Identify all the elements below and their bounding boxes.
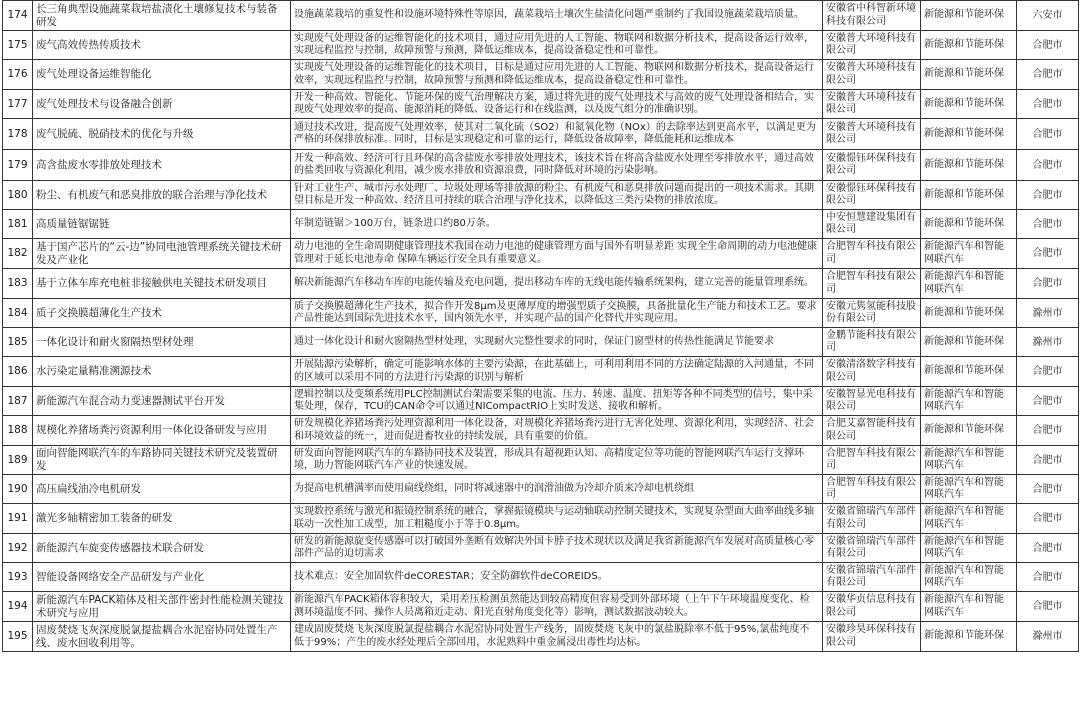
organization: 中安恒慧建设集团有限公司 bbox=[823, 210, 921, 239]
organization: 安徽省中科智新环境科技有限公司 bbox=[823, 1, 921, 31]
project-description: 实现数控系统与激光和振镜控制系统的融合，掌握振镜模块与运动轴联动控制关键技术，实现复杂型面大曲率曲线多轴联动一次性加工成型，加工粗糙度小于等于0.8μm。 bbox=[291, 504, 823, 534]
city: 合肥市 bbox=[1017, 60, 1079, 90]
table-body bbox=[3, 1, 1079, 652]
industry-field: 新能源汽车和智能网联汽车 bbox=[921, 592, 1017, 622]
table-row bbox=[3, 563, 1079, 592]
project-title: 高压扁线油冷电机研发 bbox=[33, 475, 291, 504]
project-title: 废气脱硫、脱硝技术的优化与升级 bbox=[33, 119, 291, 150]
city: 合肥市 bbox=[1017, 150, 1079, 181]
table-row bbox=[3, 239, 1079, 269]
project-title: 基于立体车库充电桩非接触供电关键技术研发项目 bbox=[33, 269, 291, 299]
row-number: 185 bbox=[3, 328, 33, 357]
project-description: 针对工业生产、城市污水处理厂、垃圾处理场等排放源的粉尘、有机废气和恶臭排放问题而提出的一项技术需求。其期望目标是开发一种高效、经济且可持续的联合治理与净化技术，以降低这三类污染物的排放浓度。 bbox=[291, 181, 823, 210]
industry-field: 新能源汽车和智能网联汽车 bbox=[921, 387, 1017, 416]
project-title: 质子交换膜超薄化生产技术 bbox=[33, 299, 291, 328]
industry-field: 新能源汽车和智能网联汽车 bbox=[921, 563, 1017, 592]
organization: 安徽清洛数字科技有限公司 bbox=[823, 357, 921, 387]
project-description: 动力电池的全生命周期健康管理技术我国在动力电池的健康管理方面与国外有明显差距 实现全生命周期的动力电池健康管理对于延长电池寿命 保障车辆运行安全具有重要意义。 bbox=[291, 239, 823, 269]
table-row bbox=[3, 210, 1079, 239]
row-number: 195 bbox=[3, 622, 33, 652]
table-row bbox=[3, 181, 1079, 210]
organization: 合肥智车科技有限公司 bbox=[823, 239, 921, 269]
organization: 安徽憬钰环保科技有限公司 bbox=[823, 150, 921, 181]
city: 合肥市 bbox=[1017, 119, 1079, 150]
project-title: 废气处理设备运维智能化 bbox=[33, 60, 291, 90]
project-title: 激光多轴精密加工装备的研发 bbox=[33, 504, 291, 534]
city: 合肥市 bbox=[1017, 387, 1079, 416]
project-title: 面向智能网联汽车的车路协同关键技术研究及装置研发 bbox=[33, 446, 291, 475]
project-title: 规模化养猪场粪污资源利用一体化设备研发与应用 bbox=[33, 416, 291, 446]
row-number: 180 bbox=[3, 181, 33, 210]
industry-field: 新能源汽车和智能网联汽车 bbox=[921, 239, 1017, 269]
organization: 合肥艾嘉智能科技有限公司 bbox=[823, 416, 921, 446]
project-description: 研发的新能源旋变传感器可以打破国外垄断有效解决外国卡脖子技术现状以及满足我省新能源汽车发展对高质量核心零部件产品的迫切需求 bbox=[291, 534, 823, 563]
project-title: 固废焚烧飞灰深度脱氯提盐耦合水泥窑协同处置生产线、废水回收利用等。 bbox=[33, 622, 291, 652]
project-title: 水污染定量精准溯源技术 bbox=[33, 357, 291, 387]
row-number: 182 bbox=[3, 239, 33, 269]
project-title: 一体化设计和耐火窗隔热型材处理 bbox=[33, 328, 291, 357]
organization: 安徽憬钰环保科技有限公司 bbox=[823, 181, 921, 210]
project-description: 通过技术改进，提高废气处理效率，使其对二氧化硫（SO2）和氮氧化物（NOx）的去除率达到更高水平，以满足更为严格的环保排放标准。同时，目标是实现稳定和可靠的运行，降低设备故障率，降低能耗和运维成本 bbox=[291, 119, 823, 150]
organization: 安徽元隽氢能科技股份有限公司 bbox=[823, 299, 921, 328]
city: 合肥市 bbox=[1017, 269, 1079, 299]
row-number: 191 bbox=[3, 504, 33, 534]
table-row bbox=[3, 60, 1079, 90]
row-number: 181 bbox=[3, 210, 33, 239]
row-number: 192 bbox=[3, 534, 33, 563]
row-number: 190 bbox=[3, 475, 33, 504]
organization: 合肥智车科技有限公司 bbox=[823, 446, 921, 475]
table-row bbox=[3, 592, 1079, 622]
city: 六安市 bbox=[1017, 1, 1079, 31]
project-title: 新能源汽车PACK箱体及相关部件密封性能检测关键技术研究与应用 bbox=[33, 592, 291, 622]
table-row bbox=[3, 504, 1079, 534]
row-number: 177 bbox=[3, 90, 33, 119]
project-title: 新能源汽车混合动力变速器测试平台开发 bbox=[33, 387, 291, 416]
industry-field: 新能源和节能环保 bbox=[921, 119, 1017, 150]
project-description: 设施蔬菜栽培的重复性和设施环境特殊性等原因，蔬菜栽培土壤次生盐渍化问题严重制约了我国设施蔬菜栽培质量。 bbox=[291, 1, 823, 31]
organization: 安徽普大环境科技有限公司 bbox=[823, 60, 921, 90]
row-number: 183 bbox=[3, 269, 33, 299]
table-row bbox=[3, 119, 1079, 150]
industry-field: 新能源汽车和智能网联汽车 bbox=[921, 504, 1017, 534]
project-title: 新能源汽车旋变传感器技术联合研发 bbox=[33, 534, 291, 563]
project-description: 开发一种高效、智能化、节能环保的废气治理解决方案，通过将先进的废气处理技术与高效的废气处理设备相结合，实现废气处理效率的提高、能源消耗的降低、设备运行和在线监测，以及废气组分的准确识别。 bbox=[291, 90, 823, 119]
organization: 合肥智车科技有限公司 bbox=[823, 269, 921, 299]
row-number: 176 bbox=[3, 60, 33, 90]
project-title: 高含盐废水零排放处理技术 bbox=[33, 150, 291, 181]
project-description: 研发面向智能网联汽车的车路协同技术及装置，形成具有超视距认知、高精度定位等功能的智能网联汽车运行支撑环境，助力智能网联汽车产业的快速发展。 bbox=[291, 446, 823, 475]
row-number: 175 bbox=[3, 31, 33, 60]
city: 合肥市 bbox=[1017, 563, 1079, 592]
city: 滁州市 bbox=[1017, 328, 1079, 357]
organization: 金鹏节能科技有限公司 bbox=[823, 328, 921, 357]
row-number: 188 bbox=[3, 416, 33, 446]
city: 合肥市 bbox=[1017, 534, 1079, 563]
project-description: 开发一种高效、经济可行且环保的高含盐废水零排放处理技术，该技术旨在将高含盐废水处理至零排放水平，通过高效的盐类回收与资源化利用，减少废水排放和资源浪费，同时降低对环境的污染影响。 bbox=[291, 150, 823, 181]
industry-field: 新能源和节能环保 bbox=[921, 357, 1017, 387]
industry-field: 新能源汽车和智能网联汽车 bbox=[921, 446, 1017, 475]
project-title: 粉尘、有机废气和恶臭排放的联合治理与净化技术 bbox=[33, 181, 291, 210]
industry-field: 新能源和节能环保 bbox=[921, 1, 1017, 31]
city: 合肥市 bbox=[1017, 504, 1079, 534]
project-title: 基于国产芯片的“云-边”协同电池管理系统关键技术研发及产业化 bbox=[33, 239, 291, 269]
project-description: 研发规模化养猪场粪污处理资源利用一体化设备，对规模化养猪场粪污进行无害化处理、资源化利用，实现经济、社会和环境效益的统一，进而促进畜牧业的持续发展，具有重要的价值。 bbox=[291, 416, 823, 446]
table-row bbox=[3, 31, 1079, 60]
table-row bbox=[3, 416, 1079, 446]
city: 合肥市 bbox=[1017, 475, 1079, 504]
row-number: 178 bbox=[3, 119, 33, 150]
organization: 安徽普大环境科技有限公司 bbox=[823, 119, 921, 150]
city: 合肥市 bbox=[1017, 31, 1079, 60]
project-description: 质子交换膜超薄化生产技术，拟合作开发8μm及更薄厚度的增强型质子交换膜，具备批量化生产能力和技术工艺。要求产品性能达到国际先进技术水平，国内领先水平，并实现产品的国产化替代并实现应用。 bbox=[291, 299, 823, 328]
row-number: 186 bbox=[3, 357, 33, 387]
row-number: 187 bbox=[3, 387, 33, 416]
project-title: 智能设备网络安全产品研发与产业化 bbox=[33, 563, 291, 592]
organization: 安徽省锦瑞汽车部件有限公司 bbox=[823, 563, 921, 592]
row-number: 174 bbox=[3, 1, 33, 31]
requirements-table bbox=[2, 0, 1079, 652]
table-row bbox=[3, 387, 1079, 416]
organization: 安徽省锦瑞汽车部件有限公司 bbox=[823, 504, 921, 534]
project-description: 建成固废焚烧飞灰深度脱氯提盐耦合水泥窑协同处置生产线务，固废焚烧飞灰中的氯盐脱除率不低于95%,氯盐纯度不低于99%；产生的废水经处理后全部回用，水泥熟料中重金属浸出毒性均达标。 bbox=[291, 622, 823, 652]
project-description: 新能源汽车PACK箱体容积较大，采用差压检测虽然能达到较高精度但容易受到外部环境（上午下午环境温度变化、检测环境温度不同、操作人员离箱近走动、阳光直射角度变化等）影响，测试数据波动较大。 bbox=[291, 592, 823, 622]
city: 合肥市 bbox=[1017, 181, 1079, 210]
table-row bbox=[3, 1, 1079, 31]
city: 合肥市 bbox=[1017, 239, 1079, 269]
table-row bbox=[3, 269, 1079, 299]
row-number: 194 bbox=[3, 592, 33, 622]
industry-field: 新能源和节能环保 bbox=[921, 150, 1017, 181]
city: 合肥市 bbox=[1017, 416, 1079, 446]
industry-field: 新能源和节能环保 bbox=[921, 210, 1017, 239]
industry-field: 新能源和节能环保 bbox=[921, 299, 1017, 328]
row-number: 193 bbox=[3, 563, 33, 592]
organization: 安徽省锦瑞汽车部件有限公司 bbox=[823, 534, 921, 563]
city: 合肥市 bbox=[1017, 210, 1079, 239]
project-title: 废气高效传热传质技术 bbox=[33, 31, 291, 60]
project-description: 解决新能源汽车移动车库的电能传输及充电问题，提出移动车库的无线电能传输系统架构，建立完善的能量管理系统。 bbox=[291, 269, 823, 299]
industry-field: 新能源和节能环保 bbox=[921, 181, 1017, 210]
project-description: 逻辑控制以及变频系统用PLC控制测试台架需要采集的电流、压力、转速、温度、扭矩等各种不同类型的信号，集中采集处理，保存，TCU的CAN命令可以通过NICompactRIO上实时发送、接收和解析。 bbox=[291, 387, 823, 416]
table-row bbox=[3, 534, 1079, 563]
project-description: 开展陆源污染解析，确定可能影响水体的主要污染源，在此基础上，可利用利用不同的方法确定陆源的入河通量，不同的区域可以采用不同的方法进行污染源的识别与解析 bbox=[291, 357, 823, 387]
organization: 安徽珍昊环保科技有限公司 bbox=[823, 622, 921, 652]
industry-field: 新能源和节能环保 bbox=[921, 416, 1017, 446]
organization: 安徽普大环境科技有限公司 bbox=[823, 90, 921, 119]
project-description: 实现废气处理设备的运维智能化的技术项目，通过应用先进的人工智能、物联网和数据分析技术，提高设备运行效率，实现远程监控与控制，故障预警与预测，降低运维成本，提高设备稳定性和可靠性。 bbox=[291, 31, 823, 60]
industry-field: 新能源和节能环保 bbox=[921, 90, 1017, 119]
organization: 安徽普大环境科技有限公司 bbox=[823, 31, 921, 60]
table-row bbox=[3, 90, 1079, 119]
project-description: 年制造链锯＞100万台，链条进口约80万条。 bbox=[291, 210, 823, 239]
city: 滁州市 bbox=[1017, 622, 1079, 652]
row-number: 184 bbox=[3, 299, 33, 328]
industry-field: 新能源和节能环保 bbox=[921, 31, 1017, 60]
row-number: 179 bbox=[3, 150, 33, 181]
project-description: 为提高电机槽满率而使用扁线绕组，同时将减速器中的润滑油做为冷却介质来冷却电机绕组 bbox=[291, 475, 823, 504]
table-row bbox=[3, 328, 1079, 357]
table-row bbox=[3, 357, 1079, 387]
city: 合肥市 bbox=[1017, 592, 1079, 622]
industry-field: 新能源汽车和智能网联汽车 bbox=[921, 475, 1017, 504]
organization: 安徽华贞信息科技有限公司 bbox=[823, 592, 921, 622]
table-row bbox=[3, 150, 1079, 181]
industry-field: 新能源汽车和智能网联汽车 bbox=[921, 534, 1017, 563]
city: 滁州市 bbox=[1017, 299, 1079, 328]
project-description: 实现废气处理设备的运维智能化的技术项目，目标是通过应用先进的人工智能、物联网和数据分析技术，提高设备运行效率，实现远程监控与控制，故障预警与预测和降低运维成本，提高设备稳定性和可靠性。 bbox=[291, 60, 823, 90]
project-title: 长三角典型设施蔬菜栽培盐渍化土壤修复技术与装备研发 bbox=[33, 1, 291, 31]
organization: 安徽智显光电科技有限公司 bbox=[823, 387, 921, 416]
industry-field: 新能源和节能环保 bbox=[921, 328, 1017, 357]
row-number: 189 bbox=[3, 446, 33, 475]
table-row bbox=[3, 299, 1079, 328]
project-description: 技术难点：安全加固软件deCORESTAR；安全防御软件deCOREIDS。 bbox=[291, 563, 823, 592]
project-title: 废气处理技术与设备融合创新 bbox=[33, 90, 291, 119]
table-row bbox=[3, 475, 1079, 504]
project-description: 通过一体化设计和耐火窗隔热型材处理，实现耐火完整性要求的同时，保证门窗型材的传热性能满足节能要求 bbox=[291, 328, 823, 357]
organization: 合肥智车科技有限公司 bbox=[823, 475, 921, 504]
city: 合肥市 bbox=[1017, 446, 1079, 475]
city: 合肥市 bbox=[1017, 90, 1079, 119]
table-row bbox=[3, 622, 1079, 652]
table-row bbox=[3, 446, 1079, 475]
industry-field: 新能源和节能环保 bbox=[921, 622, 1017, 652]
city: 合肥市 bbox=[1017, 357, 1079, 387]
industry-field: 新能源和节能环保 bbox=[921, 60, 1017, 90]
project-title: 高质量链锯锯链 bbox=[33, 210, 291, 239]
industry-field: 新能源汽车和智能网联汽车 bbox=[921, 269, 1017, 299]
